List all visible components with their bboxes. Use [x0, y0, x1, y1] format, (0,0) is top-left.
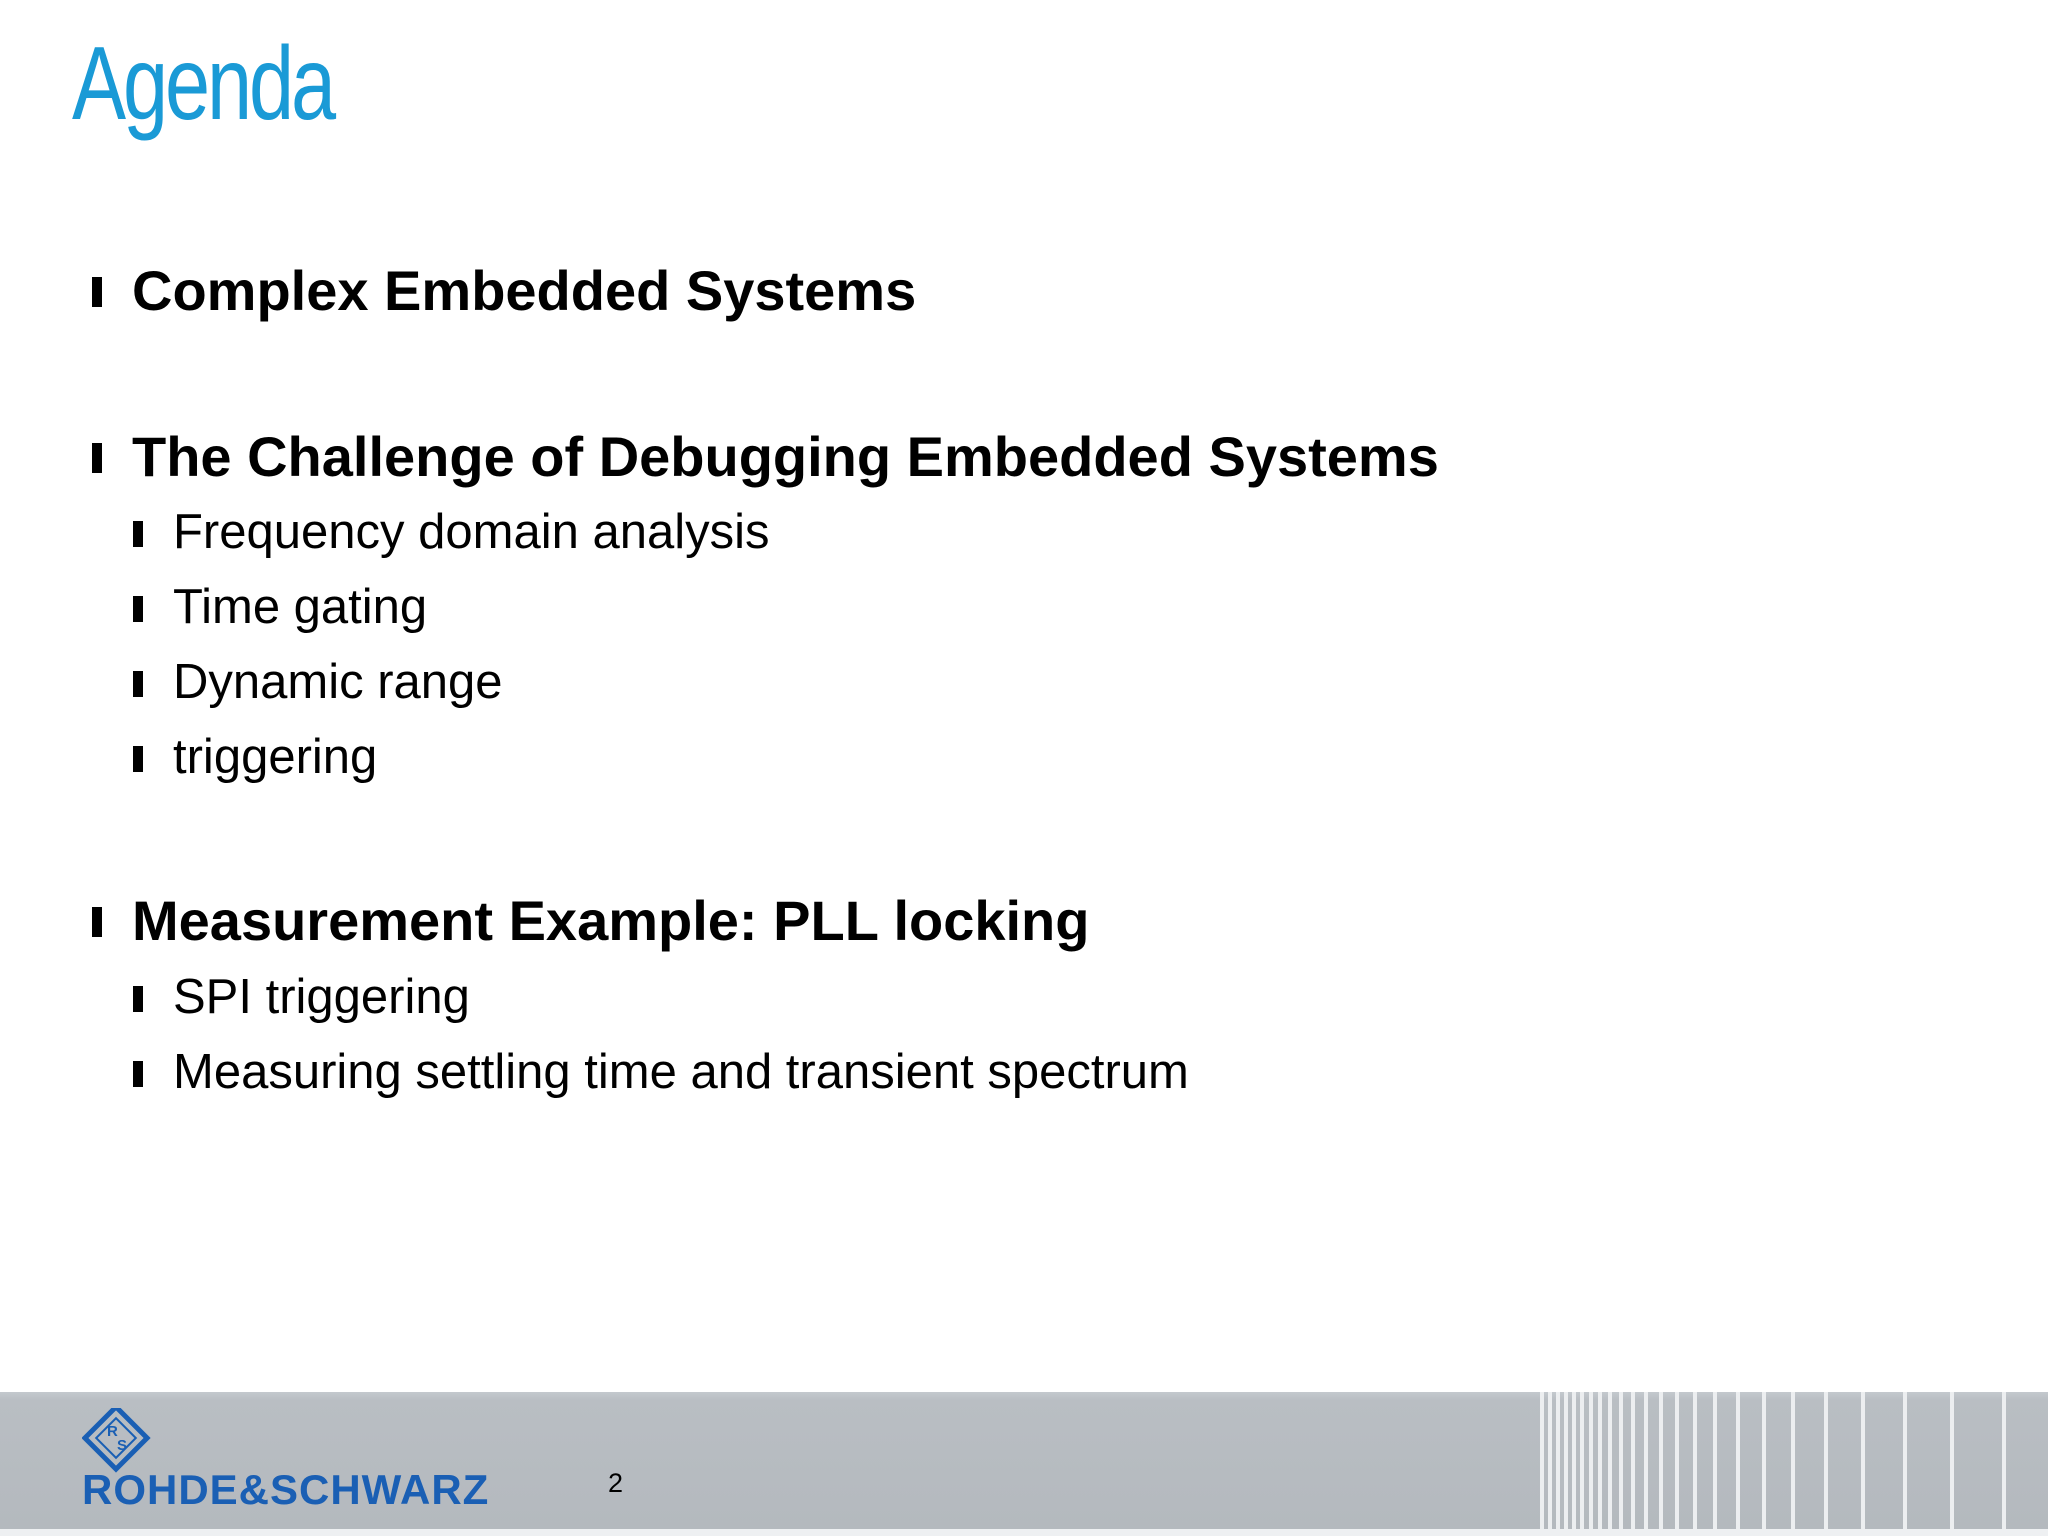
- footer-divider: [0, 1529, 2048, 1536]
- bullet-icon: [133, 986, 143, 1012]
- agenda-subitem-dynamic-range: [133, 654, 503, 710]
- svg-text:S: S: [117, 1437, 128, 1454]
- slide-title: Agenda: [72, 26, 333, 142]
- bullet-icon: [92, 443, 102, 473]
- bullet-icon: [133, 671, 143, 697]
- bullet-icon: [133, 746, 143, 772]
- agenda-item-complex-embedded-systems: [92, 258, 917, 323]
- bullet-icon: [133, 596, 143, 622]
- footer-stripes-decoration: [1540, 1392, 2048, 1529]
- agenda-item-label: Frequency domain analysis: [173, 505, 770, 559]
- bullet-icon: [92, 907, 102, 937]
- agenda-item-measurement-example: [92, 888, 1090, 953]
- page-number: 2: [608, 1468, 624, 1498]
- agenda-subitem-settling-time: [133, 1044, 1189, 1100]
- rohde-schwarz-logo: [82, 1408, 562, 1518]
- agenda-subitem-triggering: [133, 729, 378, 785]
- bullet-icon: [133, 1061, 143, 1087]
- bullet-icon: [92, 277, 102, 307]
- agenda-item-label: Complex Embedded Systems: [132, 259, 917, 322]
- svg-text:R: R: [107, 1423, 118, 1440]
- agenda-item-debugging-challenge: [92, 424, 1439, 489]
- agenda-item-label: Measuring settling time and transient spectrum: [173, 1045, 1189, 1099]
- agenda-item-label: The Challenge of Debugging Embedded Systems: [132, 425, 1439, 488]
- agenda-item-label: SPI triggering: [173, 970, 470, 1024]
- logo-wordmark: ROHDE&SCHWARZ: [82, 1466, 490, 1513]
- agenda-item-label: Dynamic range: [173, 655, 503, 709]
- agenda-subitem-spi-triggering: [133, 969, 470, 1025]
- agenda-item-label: Time gating: [173, 580, 428, 634]
- bullet-icon: [133, 521, 143, 547]
- agenda-item-label: triggering: [173, 730, 378, 784]
- agenda-subitem-time-gating: [133, 579, 428, 635]
- agenda-item-label: Measurement Example: PLL locking: [132, 889, 1090, 952]
- agenda-subitem-frequency-domain: [133, 504, 770, 560]
